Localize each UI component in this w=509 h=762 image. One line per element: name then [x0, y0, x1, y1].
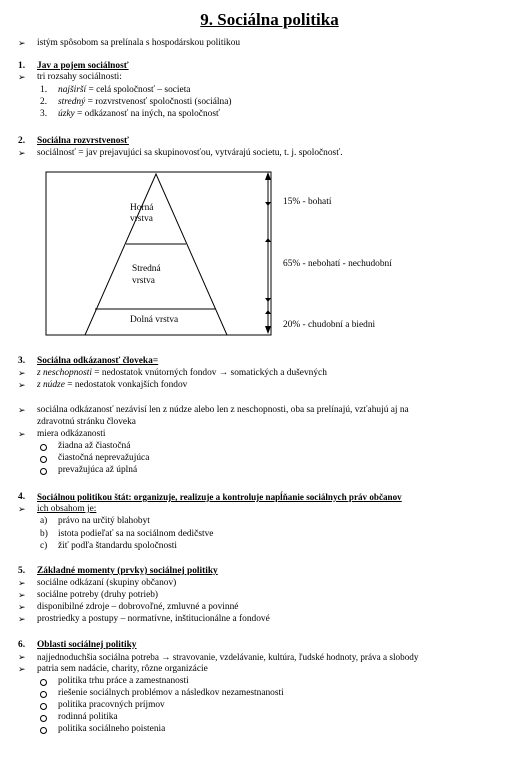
circle-bullet-icon [40, 691, 47, 698]
pyramid-mid-label-1: Stredná [132, 264, 161, 274]
list-item: žiadna až čiastočná [58, 441, 131, 451]
section-3-bullet: miera odkázanosti [37, 429, 106, 439]
section-5-number: 5. [18, 566, 26, 576]
section-3-number: 3. [18, 356, 26, 366]
arrow-up-icon [265, 238, 271, 242]
list-item: úzky = odkázanosť na iných, na spoločnosť [58, 109, 220, 119]
list-item: rodinná politika [58, 712, 118, 722]
section-3-bullet: z neschopnosti = nedostatok vnútorných fondov → somatických a duševných [37, 368, 327, 378]
section-2-bullet: sociálnosť = jav prejavujúci sa skupinovosťou, vytvárajú societu, t. j. spoločnosť. [37, 148, 343, 158]
list-number: 2. [40, 97, 48, 107]
list-number: 1. [40, 85, 48, 95]
section-5-heading: Základné momenty (prvky) sociálnej politiky [37, 566, 218, 576]
section-2-heading: Sociálna rozvrstvenosť [37, 136, 129, 146]
list-item: politika pracovných príjmov [58, 700, 165, 710]
arrow-up-icon [265, 310, 271, 314]
list-item: prevažujúca až úplná [58, 465, 138, 475]
arrow-down-icon [265, 326, 271, 334]
bullet-arrow-icon: ➢ [18, 504, 26, 514]
list-item: právo na určitý blahobyt [58, 516, 150, 526]
page-title: 9. Sociálna politika [200, 10, 339, 29]
section-2-number: 2. [18, 136, 26, 146]
section-6-bullet: patria sem nadácie, charity, rôzne organizácie [37, 664, 208, 674]
circle-bullet-icon [40, 727, 47, 734]
list-item: riešenie sociálnych problémov a následkov nezamestnanosti [58, 688, 284, 698]
pyramid-top-label-1: Horná [130, 203, 154, 213]
list-item: žiť podľa štandardu spoločnosti [58, 541, 177, 551]
bullet-arrow-icon: ➢ [18, 72, 26, 82]
bullet-arrow-icon: ➢ [18, 614, 26, 624]
pct-bottom: 20% - chudobní a biedni [283, 320, 376, 330]
section-1-number: 1. [18, 61, 26, 71]
diagram-frame [46, 172, 271, 335]
section-3-bullet: sociálna odkázanosť nezávisí len z núdze alebo len z neschopnosti, oba sa prelínajú, vzťahujú aj na [37, 405, 409, 415]
section-3-heading: Sociálna odkázanosť človeka= [37, 356, 159, 366]
pyramid-outline [85, 174, 227, 335]
list-item: najširší = celá spoločnosť – societa [58, 85, 191, 95]
section-1-bullet: tri rozsahy sociálnosti: [37, 72, 122, 82]
pct-top: 15% - bohatí [283, 197, 332, 207]
circle-bullet-icon [40, 715, 47, 722]
section-5-bullet: sociálne potreby (druhy potrieb) [37, 590, 159, 600]
pct-mid: 65% - nebohatí - nechudobní [283, 259, 392, 269]
list-item: politika sociálneho poistenia [58, 724, 166, 734]
circle-bullet-icon [40, 444, 47, 451]
list-item: stredný = rozvrstvenosť spoločnosti (sociálna) [58, 97, 232, 107]
circle-bullet-icon [40, 679, 47, 686]
bullet-arrow-icon: ➢ [18, 664, 26, 674]
section-6-heading: Oblasti sociálnej politiky [37, 640, 137, 650]
arrow-down-icon [265, 298, 271, 302]
list-item: politika trhu práce a zamestnanosti [58, 676, 189, 686]
circle-bullet-icon [40, 703, 47, 710]
intro-text: istým spôsobom sa prelínala s hospodárskou politikou [37, 38, 241, 48]
section-5-bullet: sociálne odkázaní (skupiny občanov) [37, 578, 177, 588]
section-4-heading: Sociálnou politikou štát: organizuje, realizuje a kontroluje napĺňanie sociálnych práv občanov [37, 492, 402, 502]
bullet-arrow-icon: ➢ [18, 368, 26, 378]
bullet-arrow-icon: ➢ [18, 652, 26, 662]
section-5-bullet: prostriedky a postupy – normatívne, inštitucionálne a fondové [37, 614, 270, 624]
bullet-arrow-icon: ➢ [18, 429, 26, 439]
pyramid-bottom-label: Dolná vrstva [130, 315, 179, 325]
bullet-arrow-icon: ➢ [18, 602, 26, 612]
pyramid-mid-label-2: vrstva [132, 276, 155, 286]
arrow-up-icon [265, 172, 271, 180]
list-letter: c) [40, 541, 48, 551]
bullet-arrow-icon: ➢ [18, 38, 26, 48]
section-6-bullet: najjednoduchšia sociálna potreba → stravovanie, vzdelávanie, kultúra, ľudské hodnoty, práva a slobody [37, 652, 419, 662]
section-6-number: 6. [18, 640, 26, 650]
circle-bullet-icon [40, 468, 47, 475]
section-1-heading: Jav a pojem sociálnosť [37, 61, 129, 71]
bullet-arrow-icon: ➢ [18, 380, 26, 390]
section-3-bullet: z núdze = nedostatok vonkajších fondov [37, 380, 188, 390]
arrow-down-icon [265, 202, 271, 206]
section-4-bullet: ich obsahom je: [37, 504, 97, 514]
list-number: 3. [40, 109, 48, 119]
circle-bullet-icon [40, 456, 47, 463]
bullet-arrow-icon: ➢ [18, 405, 26, 415]
bullet-arrow-icon: ➢ [18, 148, 26, 158]
list-letter: b) [40, 529, 48, 539]
section-3-bullet-cont: zdravotnú stránku človeka [37, 417, 136, 427]
list-item: čiastočná neprevažujúca [58, 453, 150, 463]
section-4-number: 4. [18, 492, 26, 502]
list-item: istota podieľať sa na sociálnom dedičstve [58, 529, 214, 539]
list-letter: a) [40, 516, 48, 526]
pyramid-top-label-2: vrstva [130, 214, 153, 224]
section-5-bullet: disponibilné zdroje – dobrovoľné, zmluvné a povinné [37, 602, 239, 612]
bullet-arrow-icon: ➢ [18, 590, 26, 600]
bullet-arrow-icon: ➢ [18, 578, 26, 588]
